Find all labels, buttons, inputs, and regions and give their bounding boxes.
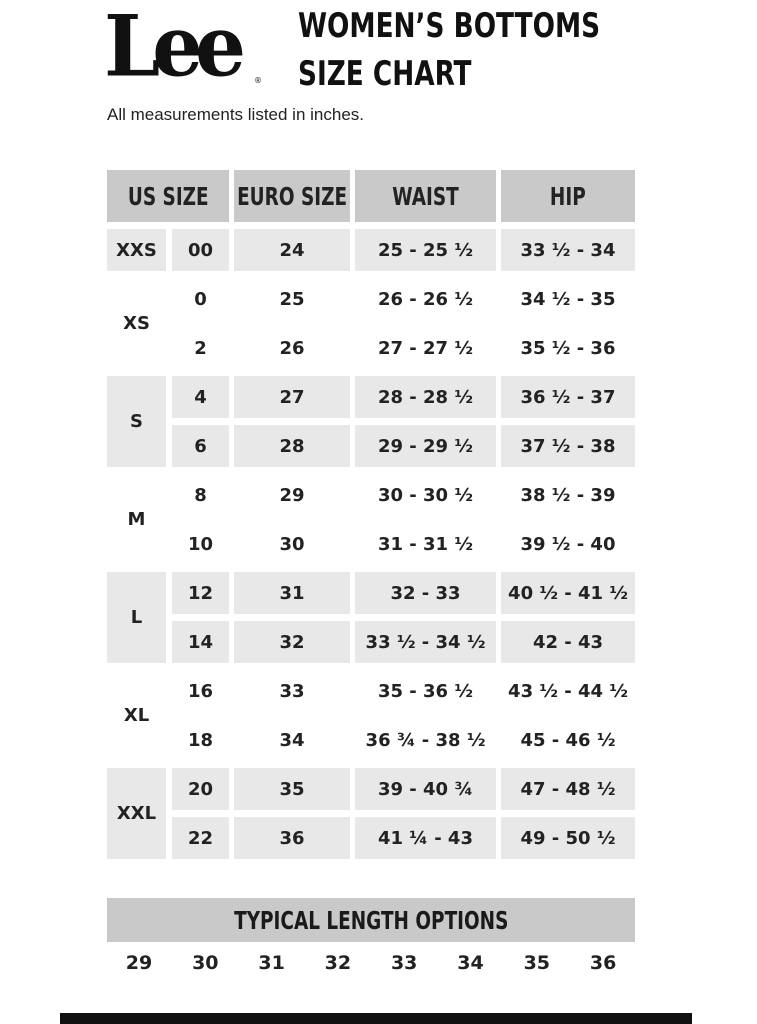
waist-cell: 35 - 36 ½ bbox=[377, 680, 473, 702]
title-line-2: SIZE CHART bbox=[298, 54, 472, 94]
us-size-cell: 14 bbox=[172, 621, 229, 663]
euro-cell: 29 bbox=[279, 484, 305, 506]
size-group-label: XS bbox=[123, 313, 150, 334]
euro-cell: 35 bbox=[234, 768, 350, 810]
header-euro-size: EURO SIZE bbox=[234, 170, 350, 222]
hip-cell: 36 ½ - 37 bbox=[501, 376, 635, 418]
us-size-cell: 6 bbox=[172, 425, 229, 467]
lee-logo: Lee bbox=[104, 0, 239, 96]
header-hip: HIP bbox=[501, 170, 635, 222]
header-waist: WAIST bbox=[355, 170, 496, 222]
hip-cell: 45 - 46 ½ bbox=[520, 729, 616, 751]
euro-cell: 26 bbox=[279, 337, 305, 359]
waist-cell: 25 - 25 ½ bbox=[355, 229, 496, 271]
euro-cell: 28 bbox=[234, 425, 350, 467]
us-size-cell: 4 bbox=[172, 376, 229, 418]
us-size-cell: 2 bbox=[194, 337, 207, 359]
waist-cell: 36 ¾ - 38 ½ bbox=[365, 729, 486, 751]
us-size-cell: 00 bbox=[172, 229, 229, 271]
length-option: 34 bbox=[457, 952, 484, 974]
title-line-1: WOMEN’S BOTTOMS bbox=[298, 6, 601, 46]
hip-cell: 47 - 48 ½ bbox=[501, 768, 635, 810]
euro-cell: 32 bbox=[234, 621, 350, 663]
subtitle: All measurements listed in inches. bbox=[107, 105, 365, 124]
hip-cell: 40 ½ - 41 ½ bbox=[501, 572, 635, 614]
length-option: 30 bbox=[192, 952, 219, 974]
length-options-header: TYPICAL LENGTH OPTIONS bbox=[107, 898, 635, 942]
us-size-cell: 10 bbox=[187, 533, 214, 555]
bottom-rule bbox=[60, 1013, 692, 1024]
waist-cell: 28 - 28 ½ bbox=[355, 376, 496, 418]
length-option: 33 bbox=[390, 952, 418, 974]
size-group-label: XXL bbox=[107, 768, 166, 859]
waist-cell: 26 - 26 ½ bbox=[377, 288, 473, 310]
waist-cell: 30 - 30 ½ bbox=[377, 484, 473, 506]
us-size-cell: 0 bbox=[194, 288, 207, 310]
registered-mark: ® bbox=[254, 76, 262, 85]
size-group-label: M bbox=[127, 509, 146, 530]
hip-cell: 43 ½ - 44 ½ bbox=[508, 680, 628, 702]
hip-cell: 34 ½ - 35 bbox=[520, 288, 616, 310]
us-size-cell: 8 bbox=[194, 484, 207, 506]
hip-cell: 42 - 43 bbox=[501, 621, 635, 663]
us-size-cell: 12 bbox=[172, 572, 229, 614]
length-option: 36 bbox=[589, 952, 617, 974]
size-group-label: XXS bbox=[107, 229, 166, 271]
hip-cell: 33 ½ - 34 bbox=[501, 229, 635, 271]
euro-cell: 24 bbox=[234, 229, 350, 271]
euro-cell: 25 bbox=[279, 288, 305, 310]
us-size-cell: 22 bbox=[172, 817, 229, 859]
waist-cell: 41 ¼ - 43 bbox=[355, 817, 496, 859]
length-option: 29 bbox=[125, 952, 153, 974]
hip-cell: 35 ½ - 36 bbox=[520, 337, 616, 359]
us-size-cell: 18 bbox=[187, 729, 214, 751]
waist-cell: 39 - 40 ¾ bbox=[355, 768, 496, 810]
size-group-label: XL bbox=[123, 705, 150, 726]
euro-cell: 30 bbox=[279, 533, 305, 555]
header-us-size: US SIZE bbox=[107, 170, 229, 222]
euro-cell: 36 bbox=[234, 817, 350, 859]
waist-cell: 27 - 27 ½ bbox=[377, 337, 473, 359]
length-option: 35 bbox=[523, 952, 551, 974]
hip-cell: 49 - 50 ½ bbox=[501, 817, 635, 859]
size-group-label: S bbox=[107, 376, 166, 467]
length-option: 31 bbox=[258, 952, 285, 974]
euro-cell: 27 bbox=[234, 376, 350, 418]
waist-cell: 31 - 31 ½ bbox=[377, 533, 473, 555]
euro-cell: 33 bbox=[279, 680, 305, 702]
hip-cell: 37 ½ - 38 bbox=[501, 425, 635, 467]
waist-cell: 33 ½ - 34 ½ bbox=[355, 621, 496, 663]
size-group-label: L bbox=[107, 572, 166, 663]
us-size-cell: 16 bbox=[187, 680, 214, 702]
hip-cell: 38 ½ - 39 bbox=[520, 484, 616, 506]
length-option: 32 bbox=[324, 952, 352, 974]
hip-cell: 39 ½ - 40 bbox=[520, 533, 616, 555]
waist-cell: 32 - 33 bbox=[355, 572, 496, 614]
us-size-cell: 20 bbox=[172, 768, 229, 810]
euro-cell: 31 bbox=[234, 572, 350, 614]
euro-cell: 34 bbox=[279, 729, 305, 751]
waist-cell: 29 - 29 ½ bbox=[355, 425, 496, 467]
